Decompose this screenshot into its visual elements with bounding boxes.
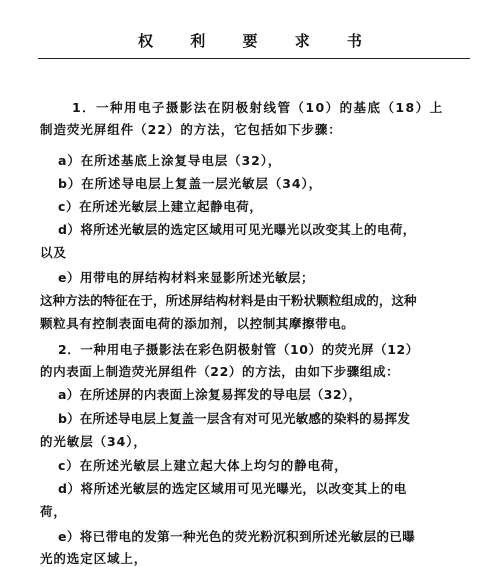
title-divider <box>38 58 470 59</box>
claim-line: 以及 <box>40 245 67 260</box>
claim-line: 颗粒具有控制表面电荷的添加剂，以控制其摩擦带电。 <box>40 316 355 331</box>
claim-line: c）在所述光敏层上建立起大体上均匀的静电荷， <box>58 458 348 473</box>
claim-line: 的光敏层（34）， <box>40 434 147 449</box>
page-title: 权 利 要 求 书 <box>138 32 378 50</box>
claim-line: d）将所述光敏层的选定区域用可见光曝光以改变其上的电荷， <box>58 222 416 237</box>
claim-line: b）在所述导电层上复盖一层光敏层（34）， <box>58 176 322 191</box>
claim-line: 制造荧光屏组件（22）的方法，它包括如下步骤： <box>40 122 342 137</box>
claim-line: 1．一种用电子摄影法在阴极射线管（10）的基底（18）上 <box>72 100 444 115</box>
claim-line: 荷， <box>40 504 67 519</box>
claim-line: e）将已带电的发第一种光色的荧光粉沉积到所述光敏层的已曝 <box>58 529 416 544</box>
claim-line: a）在所述基底上涂复导电层（32）， <box>58 153 282 168</box>
claim-line: d）将所述光敏层的选定区域用可见光曝光，以改变其上的电 <box>58 481 407 496</box>
claim-line: b）在所述导电层上复盖一层含有对可见光敏感的染料的易挥发 <box>58 411 411 426</box>
claim-line: 的内表面上制造荧光屏组件（22）的方法，由如下步骤组成： <box>40 364 400 379</box>
claim-line: 2．一种用电子摄影法在彩色阴极射管（10）的荧光屏（12） <box>58 342 419 357</box>
claim-line: e）用带电的屏结构材料来显影所述光敏层； <box>58 270 314 285</box>
claim-line: a）在所述屏的内表面上涂复易挥发的导电层（32）， <box>58 387 362 402</box>
claim-line: c）在所述光敏层上建立起静电荷， <box>58 199 263 214</box>
claim-line: 这种方法的特征在于，所述屏结构材料是由干粉状颗粒组成的，这种 <box>40 293 417 308</box>
claim-line: 光的选定区域上， <box>40 551 148 566</box>
